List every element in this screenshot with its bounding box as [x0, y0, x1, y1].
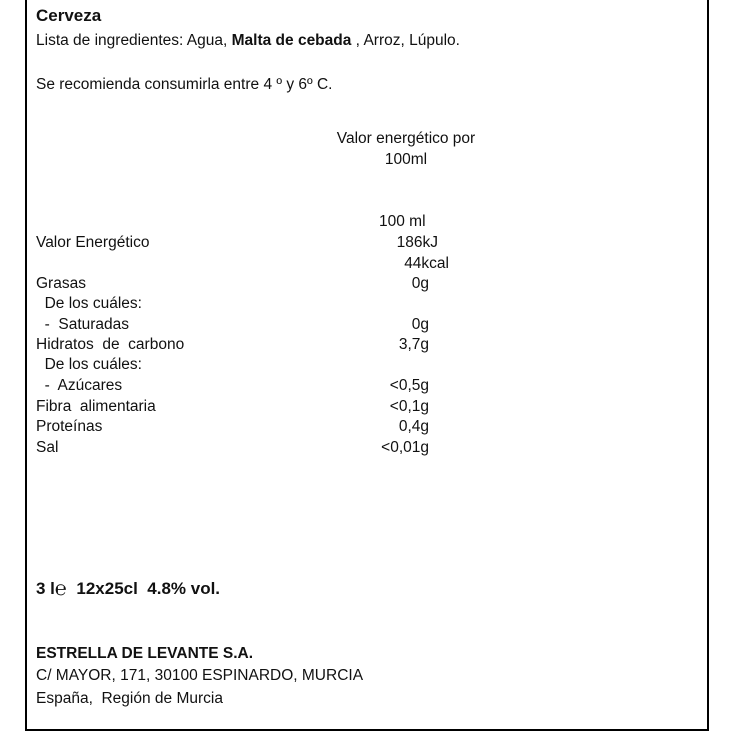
nutrition-column-label: 100 ml: [379, 213, 426, 230]
nutrition-value-saturated: 0g: [411, 316, 429, 333]
nutrition-value-salt: <0,01g: [381, 439, 429, 456]
nutrition-value-sugars: <0,5g: [389, 377, 429, 394]
ingredients-allergen: Malta de cebada: [231, 32, 352, 49]
volume-quantity: 3 l: [36, 579, 55, 598]
nutrition-value-energy-kj: 186kJ: [396, 234, 438, 251]
company-name: ESTRELLA DE LEVANTE S.A.: [36, 645, 254, 662]
company-region: España, Región de Murcia: [36, 690, 223, 707]
ingredients-suffix: , Arroz, Lúpulo.: [351, 32, 460, 49]
volume-pack: 12x25cl 4.8% vol.: [76, 579, 221, 598]
nutrition-label-salt: Sal: [36, 439, 59, 456]
nutrition-label-energy: Valor Energético: [36, 234, 150, 251]
nutrition-label-of-which-2: De los cuáles:: [36, 356, 142, 373]
nutrition-label-protein: Proteínas: [36, 418, 103, 435]
storage-instructions: Se recomienda consumirla entre 4 º y 6º C.: [36, 76, 333, 93]
nutrition-label-sugars: - Azúcares: [36, 377, 123, 394]
nutrition-value-fibre: <0,1g: [389, 398, 429, 415]
nutrition-label-saturated: - Saturadas: [36, 316, 130, 333]
nutrition-value-protein: 0,4g: [398, 418, 429, 435]
nutrition-label-fibre: Fibra alimentaria: [36, 398, 156, 415]
ingredients-list: [36, 33, 460, 49]
product-name: Cerveza: [36, 6, 102, 25]
nutrition-label-of-which-1: De los cuáles:: [36, 295, 142, 312]
nutrition-header-line1: Valor energético por: [336, 130, 476, 147]
nutrition-header-line2: 100ml: [384, 151, 428, 168]
nutrition-value-fat: 0g: [411, 275, 429, 292]
ingredients-prefix: Lista de ingredientes: Agua,: [36, 32, 232, 49]
estimated-sign-icon: ℮: [54, 578, 67, 600]
nutrition-label-carbohydrates: Hidratos de carbono: [36, 336, 185, 353]
nutrition-value-carbohydrates: 3,7g: [398, 336, 429, 353]
volume-line: [36, 578, 220, 598]
nutrition-label-fat: Grasas: [36, 275, 86, 292]
company-address: C/ MAYOR, 171, 30100 ESPINARDO, MURCIA: [36, 667, 364, 684]
nutrition-value-energy-kcal: 44kcal: [404, 255, 449, 272]
